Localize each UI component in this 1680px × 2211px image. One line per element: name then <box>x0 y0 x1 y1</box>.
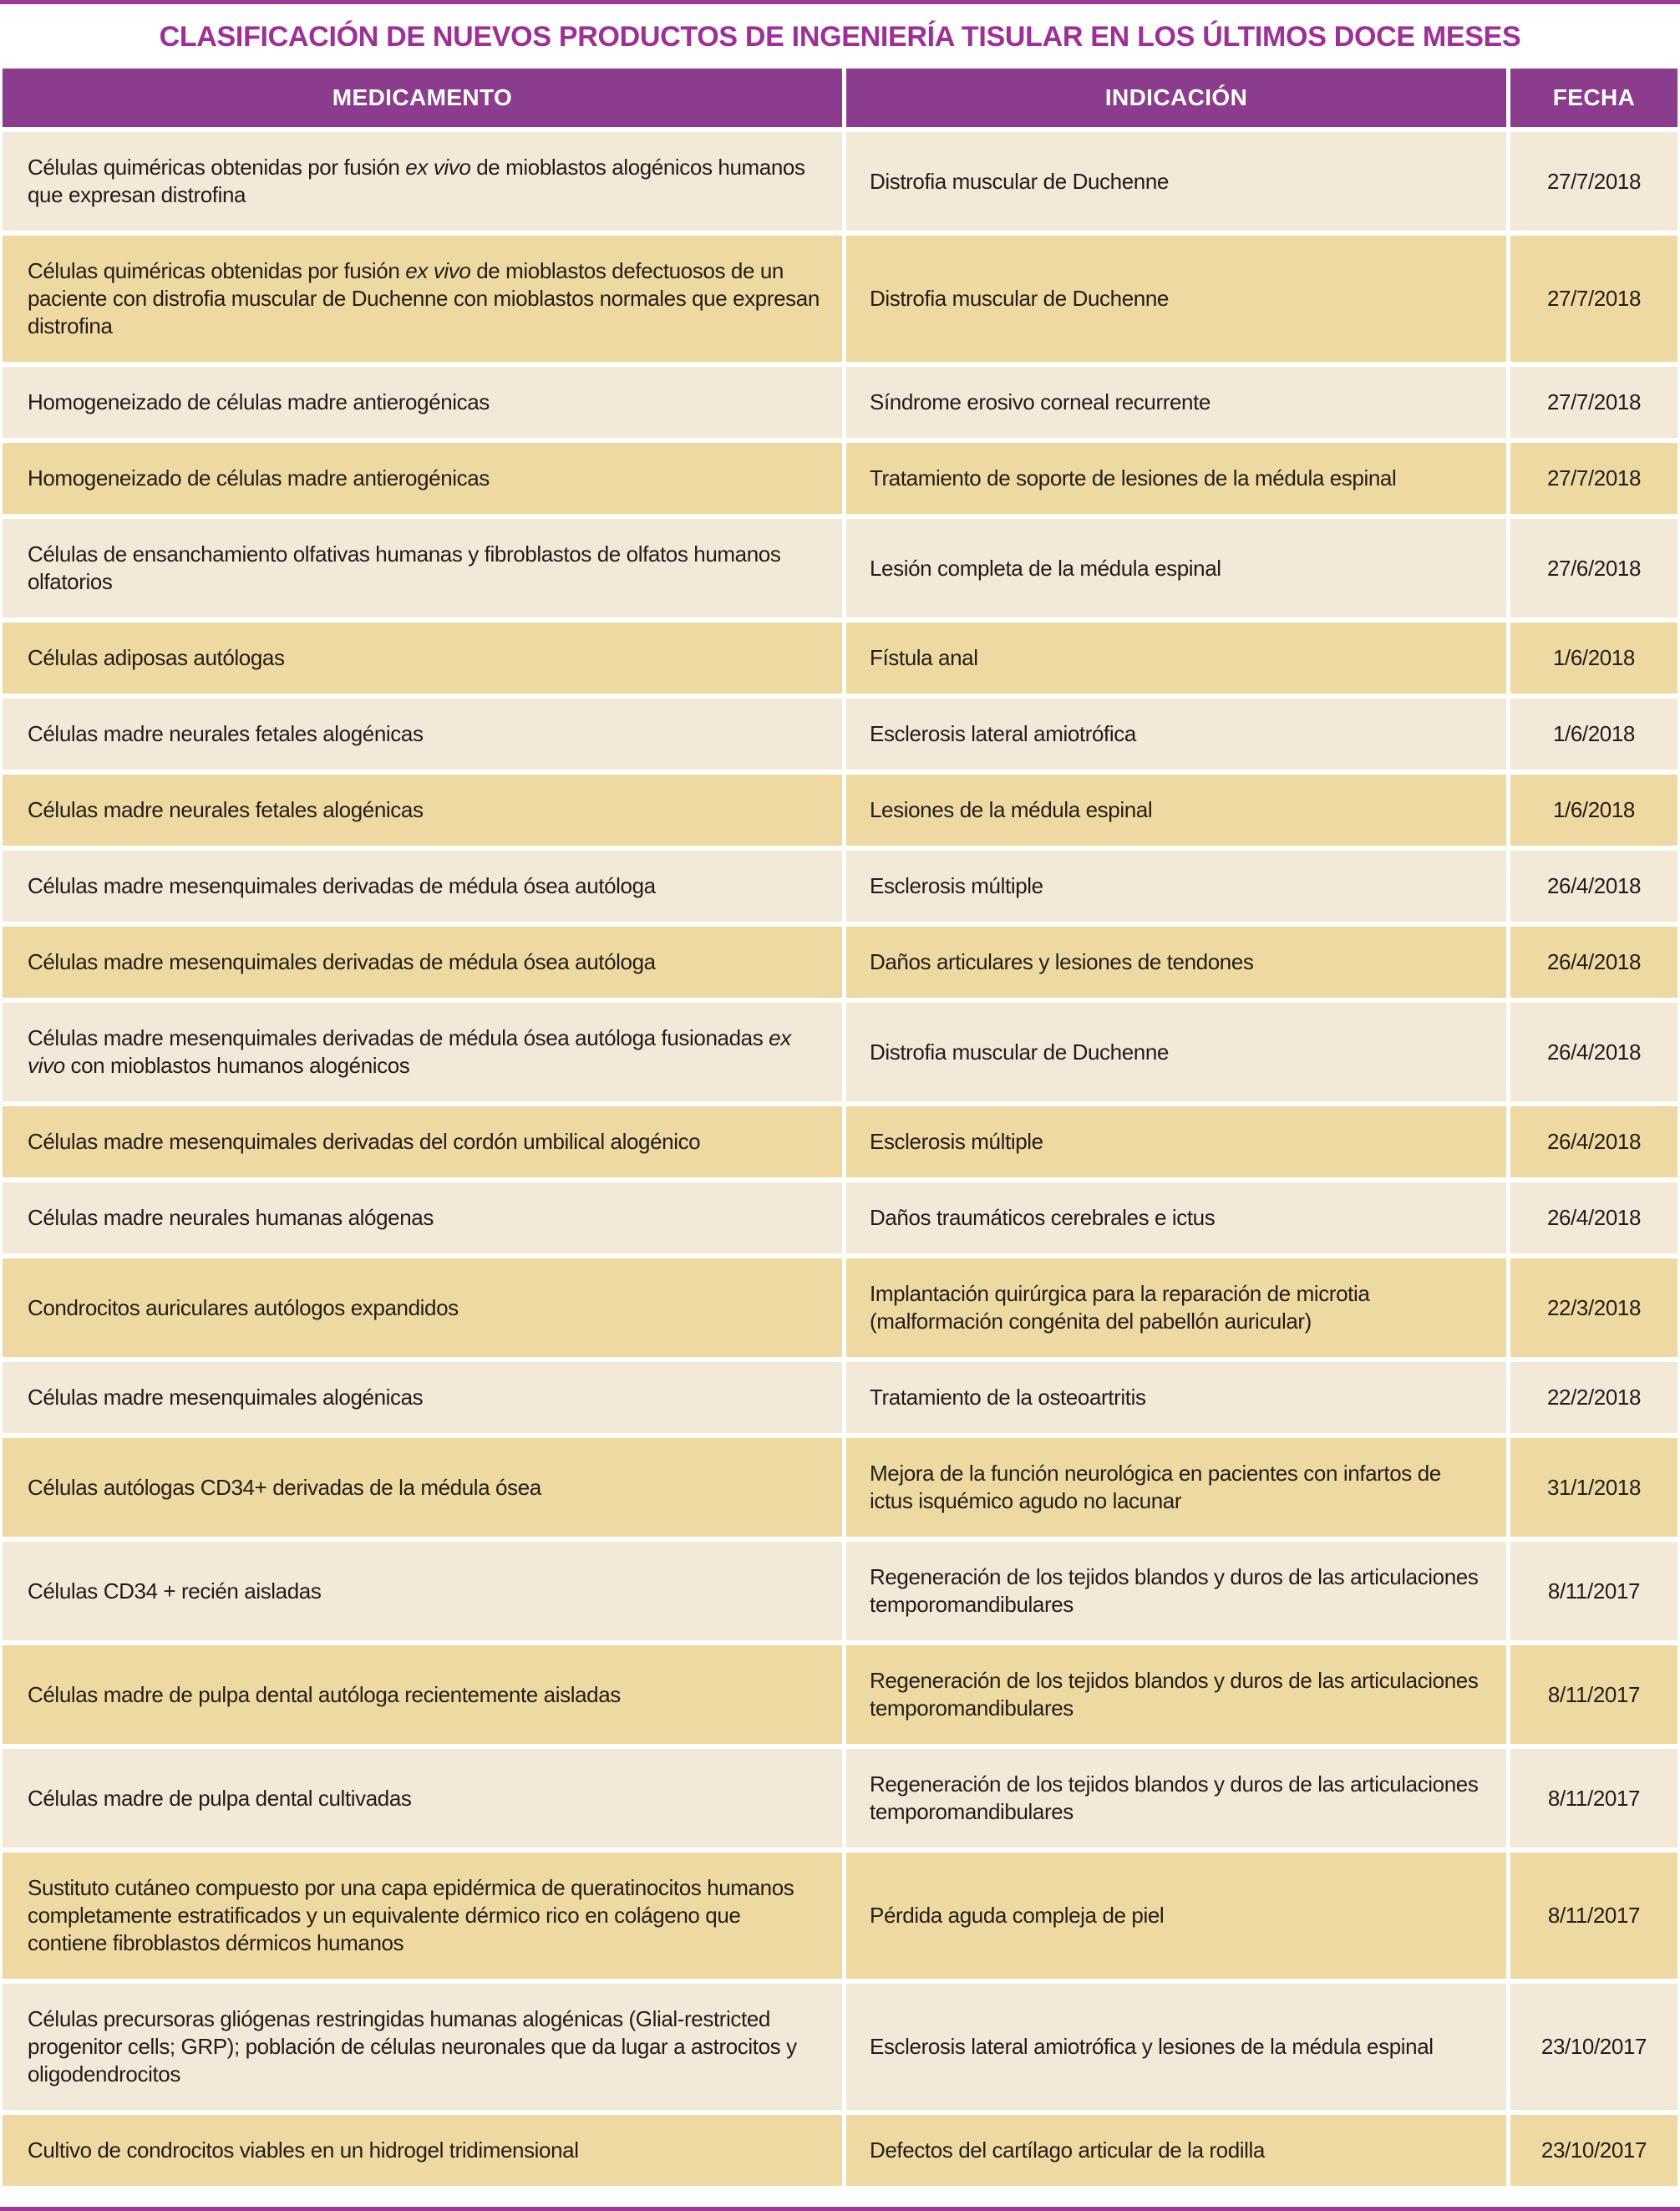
medicamento-text: Células adiposas autólogas <box>28 645 285 670</box>
fecha-cell <box>1510 1003 1677 1101</box>
indicacion-cell <box>846 443 1506 514</box>
medicamento-cell <box>3 1362 842 1433</box>
fecha-cell <box>1510 1182 1677 1253</box>
indicacion-text: Esclerosis múltiple <box>870 1129 1043 1154</box>
medicamento-cell <box>3 2115 842 2186</box>
fecha-cell <box>1510 775 1677 846</box>
indicacion-cell <box>846 367 1506 438</box>
fecha-text: 23/10/2017 <box>1540 2137 1647 2163</box>
indicacion-text: Daños articulares y lesiones de tendones <box>870 949 1254 974</box>
medicamento-text: Células madre mesenquimales derivadas de médula ósea autóloga <box>28 949 656 974</box>
medicamento-cell <box>3 1106 842 1177</box>
medicamento-cell <box>3 1542 842 1640</box>
indicacion-text: Mejora de la función neurológica en pacientes con infartos de ictus isquémico agudo no lacunar <box>870 1461 1441 1513</box>
fecha-cell <box>1510 1438 1677 1537</box>
indicacion-cell <box>846 927 1506 998</box>
indicacion-cell <box>846 775 1506 846</box>
fecha-text: 1/6/2018 <box>1552 645 1635 670</box>
indicacion-cell <box>846 699 1506 770</box>
medicamento-text: Homogeneizado de células madre antierogénicas <box>28 465 490 490</box>
indicacion-cell <box>846 1106 1506 1177</box>
fecha-text: 1/6/2018 <box>1552 721 1635 746</box>
indicacion-text: Distrofia muscular de Duchenne <box>870 1039 1169 1065</box>
indicacion-cell <box>846 132 1506 231</box>
indicacion-cell <box>846 1182 1506 1253</box>
indicacion-text: Defectos del cartílago articular de la rodilla <box>870 2137 1265 2163</box>
medicamento-cell <box>3 851 842 922</box>
fecha-text: 26/4/2018 <box>1546 1205 1642 1230</box>
indicacion-cell <box>846 1984 1506 2110</box>
fecha-cell <box>1510 1542 1677 1640</box>
medicamento-cell <box>3 1984 842 2110</box>
medicamento-text: Condrocitos auriculares autólogos expandidos <box>28 1294 459 1320</box>
medicamento-text: Células madre de pulpa dental cultivadas <box>28 1785 412 1811</box>
page-title: CLASIFICACIÓN DE NUEVOS PRODUCTOS DE INGENIERÍA TISULAR EN LOS ÚLTIMOS DOCE MESES <box>159 20 1521 53</box>
indicacion-text: Síndrome erosivo corneal recurrente <box>870 389 1211 414</box>
fecha-text: 8/11/2017 <box>1547 1681 1641 1707</box>
indicacion-text: Tratamiento de la osteoartritis <box>870 1385 1146 1410</box>
medicamento-text: Células autólogas CD34+ derivadas de la médula ósea <box>28 1474 541 1500</box>
medicamento-cell <box>3 1853 842 1979</box>
fecha-text: 27/6/2018 <box>1546 555 1642 581</box>
fecha-text: 27/7/2018 <box>1546 286 1642 311</box>
fecha-cell <box>1510 132 1677 231</box>
medicamento-text: Células de ensanchamiento olfativas humanas y fibroblastos de olfatos humanos olfatorios <box>28 541 781 594</box>
medicamento-cell <box>3 443 842 514</box>
indicacion-text: Esclerosis múltiple <box>870 873 1043 898</box>
fecha-cell <box>1510 1106 1677 1177</box>
indicacion-text: Regeneración de los tejidos blandos y duros de las articulaciones temporomandibulares <box>870 1668 1479 1721</box>
fecha-text: 8/11/2017 <box>1547 1785 1641 1811</box>
fecha-cell <box>1510 519 1677 618</box>
indicacion-text: Tratamiento de soporte de lesiones de la médula espinal <box>870 465 1397 490</box>
medicamento-text: Cultivo de condrocitos viables en un hidrogel tridimensional <box>28 2137 579 2163</box>
medicamento-text: Células madre neurales fetales alogénicas <box>28 721 424 746</box>
fecha-text: 27/7/2018 <box>1546 465 1642 490</box>
medicamento-text: Células madre de pulpa dental autóloga recientemente aisladas <box>28 1681 621 1707</box>
medicamento-cell <box>3 1645 842 1744</box>
fecha-cell <box>1510 699 1677 770</box>
top-divider-strip <box>0 0 1680 4</box>
indicacion-cell <box>846 519 1506 618</box>
indicacion-text: Lesiones de la médula espinal <box>870 797 1153 822</box>
medicamento-cell <box>3 623 842 694</box>
indicacion-text: Distrofia muscular de Duchenne <box>870 286 1169 311</box>
column-header-indicacion: INDICACIÓN <box>846 69 1506 127</box>
fecha-cell <box>1510 1258 1677 1357</box>
indicacion-text: Esclerosis lateral amiotrófica <box>870 721 1136 746</box>
indicacion-cell <box>846 1362 1506 1433</box>
medicamento-cell <box>3 1749 842 1848</box>
medicamento-text: Homogeneizado de células madre antierogénicas <box>28 389 490 414</box>
fecha-text: 27/7/2018 <box>1546 168 1642 194</box>
fecha-cell <box>1510 851 1677 922</box>
fecha-text: 26/4/2018 <box>1546 1039 1642 1065</box>
medicamento-text: Células madre mesenquimales derivadas del cordón umbilical alogénico <box>28 1129 701 1154</box>
medicamento-text: Células madre neurales fetales alogénicas <box>28 797 424 822</box>
fecha-text: 8/11/2017 <box>1547 1903 1641 1928</box>
medicamento-cell <box>3 1182 842 1253</box>
medicamento-cell <box>3 1438 842 1537</box>
fecha-text: 26/4/2018 <box>1546 873 1642 898</box>
fecha-text: 31/1/2018 <box>1546 1474 1642 1500</box>
fecha-cell <box>1510 1853 1677 1979</box>
indicacion-cell <box>846 1853 1506 1979</box>
medicamento-text: Sustituto cutáneo compuesto por una capa epidérmica de queratinocitos humanos completamente estratificados y un equivalente dérmico rico en colágeno que contiene fibroblastos dérmicos humanos <box>28 1875 794 1955</box>
fecha-text: 1/6/2018 <box>1552 797 1635 822</box>
indicacion-text: Daños traumáticos cerebrales e ictus <box>870 1205 1216 1230</box>
indicacion-text: Esclerosis lateral amiotrófica y lesiones de la médula espinal <box>870 2034 1434 2059</box>
fecha-cell <box>1510 623 1677 694</box>
bottom-divider-strip <box>0 2207 1680 2211</box>
fecha-cell <box>1510 1984 1677 2110</box>
indicacion-cell <box>846 1542 1506 1640</box>
medicamento-cell <box>3 236 842 362</box>
medicamento-text: Células quiméricas obtenidas por fusión ex vivo de mioblastos alogénicos humanos que expresan distrofina <box>28 155 805 207</box>
medicamento-text: Células madre mesenquimales derivadas de médula ósea autóloga <box>28 873 656 898</box>
fecha-text: 8/11/2017 <box>1547 1578 1641 1604</box>
medicamento-text: Células madre mesenquimales alogénicas <box>28 1385 424 1410</box>
indicacion-text: Lesión completa de la médula espinal <box>870 555 1221 581</box>
indicacion-cell <box>846 2115 1506 2186</box>
medicamento-text: Células quiméricas obtenidas por fusión ex vivo de mioblastos defectuosos de un paciente con distrofia muscular de Duchenne con mioblastos normales que expresan distrofina <box>28 258 820 338</box>
indicacion-text: Regeneración de los tejidos blandos y duros de las articulaciones temporomandibulares <box>870 1564 1479 1617</box>
fecha-text: 26/4/2018 <box>1546 1129 1642 1154</box>
indicacion-text: Pérdida aguda compleja de piel <box>870 1903 1165 1928</box>
indicacion-text: Fístula anal <box>870 645 978 670</box>
fecha-text: 26/4/2018 <box>1546 949 1642 974</box>
indicacion-text: Regeneración de los tejidos blandos y duros de las articulaciones temporomandibulares <box>870 1771 1479 1824</box>
medicamento-cell <box>3 927 842 998</box>
fecha-text: 23/10/2017 <box>1540 2034 1647 2059</box>
indicacion-cell <box>846 1258 1506 1357</box>
medicamento-text: Células madre neurales humanas alógenas <box>28 1205 434 1230</box>
indicacion-cell <box>846 1749 1506 1848</box>
medicamento-cell <box>3 132 842 231</box>
indicacion-cell <box>846 1438 1506 1537</box>
fecha-cell <box>1510 1749 1677 1848</box>
column-header-medicamento: MEDICAMENTO <box>3 69 842 127</box>
fecha-cell <box>1510 443 1677 514</box>
medicamento-text: Células CD34 + recién aisladas <box>28 1578 322 1604</box>
fecha-text: 27/7/2018 <box>1546 389 1642 414</box>
fecha-text: 22/2/2018 <box>1546 1385 1642 1410</box>
medicamento-cell <box>3 519 842 618</box>
medicamento-cell <box>3 699 842 770</box>
fecha-cell <box>1510 1362 1677 1433</box>
medicamento-cell <box>3 1258 842 1357</box>
indicacion-text: Implantación quirúrgica para la reparación de microtia (malformación congénita del pabellón auricular) <box>870 1281 1370 1334</box>
medicamento-text: Células madre mesenquimales derivadas de médula ósea autóloga fusionadas ex vivo con mioblastos humanos alogénicos <box>28 1025 791 1078</box>
indicacion-cell <box>846 851 1506 922</box>
fecha-cell <box>1510 236 1677 362</box>
indicacion-cell <box>846 1003 1506 1101</box>
fecha-cell <box>1510 2115 1677 2186</box>
indicacion-cell <box>846 1645 1506 1744</box>
fecha-text: 22/3/2018 <box>1546 1294 1642 1320</box>
indicacion-cell <box>846 236 1506 362</box>
fecha-cell <box>1510 367 1677 438</box>
medicamento-text: Células precursoras gliógenas restringidas humanas alogénicas (Glial-restricted progenitor cells; GRP); población de células neuronales que da lugar a astrocitos y oligodendrocitos <box>28 2006 797 2086</box>
medicamento-cell <box>3 775 842 846</box>
indicacion-text: Distrofia muscular de Duchenne <box>870 168 1169 194</box>
indicacion-cell <box>846 623 1506 694</box>
medicamento-cell <box>3 1003 842 1101</box>
table <box>3 69 1677 2186</box>
fecha-cell <box>1510 927 1677 998</box>
column-header-fecha: FECHA <box>1510 69 1677 127</box>
fecha-cell <box>1510 1645 1677 1744</box>
medicamento-cell <box>3 367 842 438</box>
